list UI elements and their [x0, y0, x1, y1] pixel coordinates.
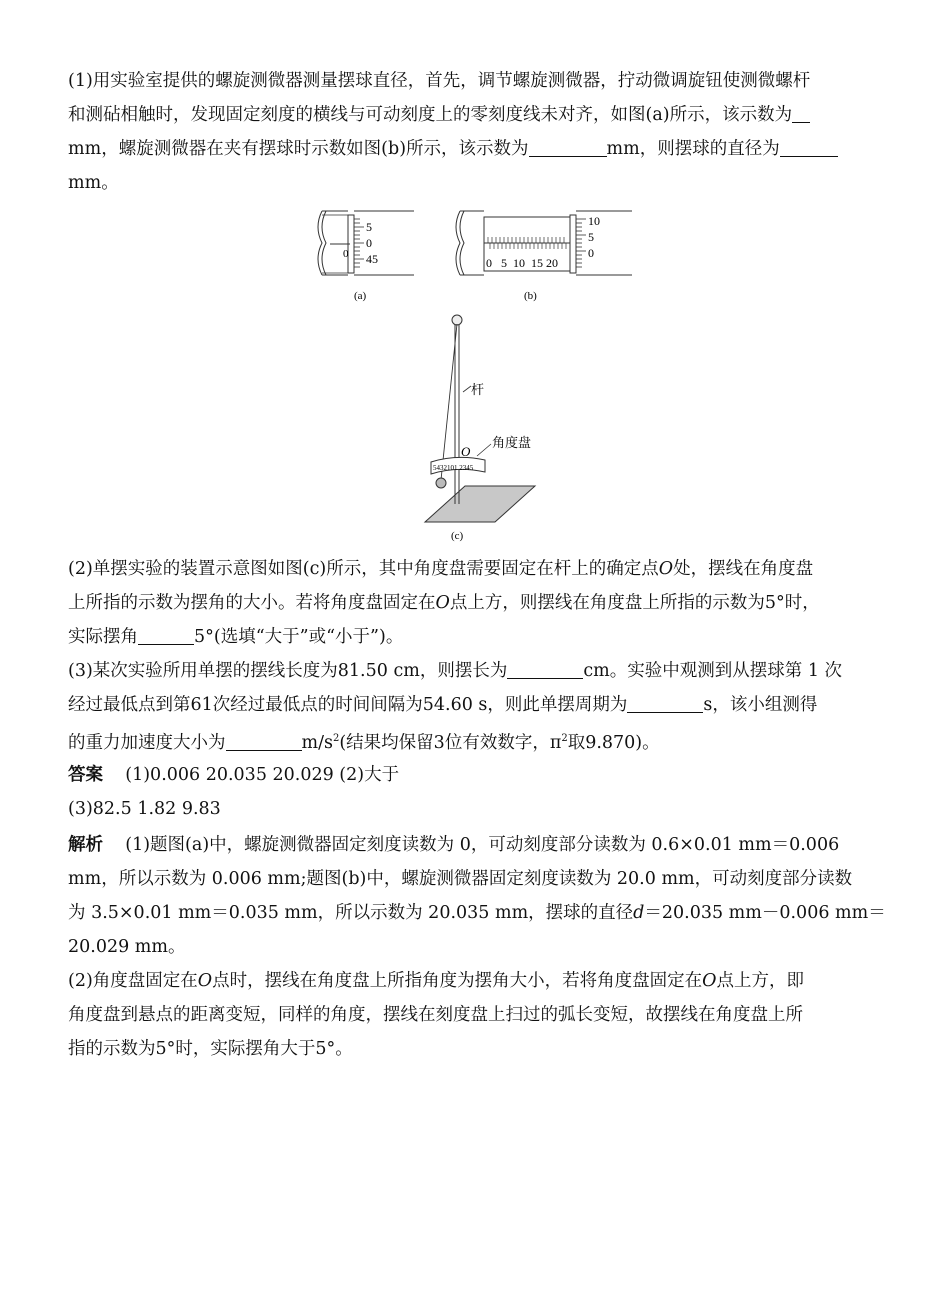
question-3 — [68, 654, 890, 760]
q2-line-3: 实际摆角 5°(选填“大于”或“小于”)。 — [68, 620, 890, 654]
pivot-knob — [452, 315, 462, 325]
answer-blank[interactable] — [780, 136, 838, 157]
micrometer-b — [456, 211, 632, 302]
q3-line-2: 经过最低点到第61次经过最低点的时间间隔为54.60 s，则此单摆周期为 s，该小组测得 — [68, 688, 890, 722]
pendulum-figure — [405, 310, 550, 542]
answer-blank[interactable] — [792, 102, 810, 123]
main-scale-zero: 0 — [343, 248, 349, 260]
analysis-line-3: 为 3.5×0.01 mm＝0.035 mm，所以示数为 20.035 mm，摆球的直径d＝20.035 mm－0.006 mm＝ — [68, 903, 886, 923]
tick-label: 0 — [366, 236, 372, 250]
base-plate — [425, 486, 535, 522]
figure-c-label: (c) — [451, 530, 464, 542]
dial-label: 角度盘 — [492, 435, 532, 450]
q2-line-2: 上所指的示数为摆角的大小。若将角度盘固定在O点上方，则摆线在角度盘上所指的示数为5°时， — [68, 593, 820, 613]
tick-label: 5 — [366, 220, 372, 234]
analysis-block — [68, 828, 890, 1066]
question-2 — [68, 552, 890, 654]
answer-blank[interactable] — [529, 136, 607, 157]
analysis-label: 解析 — [68, 835, 103, 855]
q1-line-2: 和测砧相触时，发现固定刻度的横线与可动刻度上的零刻度线未对齐，如图(a)所示，该示数为 — [68, 98, 890, 132]
question-1 — [68, 64, 890, 200]
analysis-line-6: 角度盘到悬点的距离变短，同样的角度，摆线在刻度盘上扫过的弧长变短，故摆线在角度盘上所 — [68, 1005, 803, 1025]
q2-line-1: (2)单摆实验的装置示意图如图(c)所示，其中角度盘需要固定在杆上的确定点O处，摆线在角度盘 — [68, 559, 814, 579]
answer-block — [68, 758, 890, 826]
tick-label: 45 — [366, 252, 378, 266]
tick-label: 0 — [588, 246, 594, 260]
q3-line-1: (3)某次实验所用单摆的摆线长度为81.50 cm，则摆长为 cm。实验中观测到从摆球第 1 次 — [68, 654, 890, 688]
micrometer-a — [318, 211, 414, 302]
q1-line-3: mm，螺旋测微器在夹有摆球时示数如图(b)所示，该示数为 mm，则摆球的直径为 — [68, 132, 890, 166]
answer-blank[interactable] — [138, 624, 194, 645]
answer-line-2: (3)82.5 1.82 9.83 — [68, 799, 221, 819]
dial-scale: 5432101 2345 — [433, 464, 474, 472]
analysis-line-7: 指的示数为5°时，实际摆角大于5°。 — [68, 1039, 353, 1059]
point-o-label: O — [461, 444, 471, 459]
rod-label: 杆 — [471, 382, 485, 397]
micrometer-figures — [310, 205, 640, 305]
tick-label: 5 — [588, 230, 594, 244]
figure-b-label: (b) — [524, 290, 537, 302]
q1-line-1: (1)用实验室提供的螺旋测微器测量摆球直径，首先，调节螺旋测微器，拧动微调旋钮使测微螺杆 — [68, 71, 811, 91]
q1-line-4: mm。 — [68, 173, 119, 193]
q3-line-3: 的重力加速度大小为 $m/s^2$(结果均保留3位有效数字，$\pi^2$取9.870)。 — [68, 722, 890, 760]
analysis-line-1: 解析 (1)题图(a)中，螺旋测微器固定刻度读数为 0，可动刻度部分读数为 0.6×0.01 mm＝0.006 — [68, 835, 840, 855]
answer-label: 答案 — [68, 765, 103, 785]
answer-blank[interactable] — [226, 730, 302, 751]
analysis-line-2: mm，所以示数为 0.006 mm;题图(b)中，螺旋测微器固定刻度读数为 20.0 mm，可动刻度部分读数 — [68, 869, 853, 889]
pendulum-ball — [436, 478, 446, 488]
answer-blank[interactable] — [627, 692, 703, 713]
main-scale-labels: 0 5 10 15 20 — [486, 256, 558, 270]
analysis-line-5: (2)角度盘固定在O点时，摆线在角度盘上所指角度为摆角大小，若将角度盘固定在O点上方，即 — [68, 971, 805, 991]
answer-line-1: 答案 (1)0.006 20.035 20.029 (2)大于 — [68, 765, 400, 785]
analysis-line-4: 20.029 mm。 — [68, 937, 186, 957]
figure-a-label: (a) — [354, 290, 367, 302]
answer-blank[interactable] — [507, 658, 583, 679]
tick-label: 10 — [588, 214, 600, 228]
